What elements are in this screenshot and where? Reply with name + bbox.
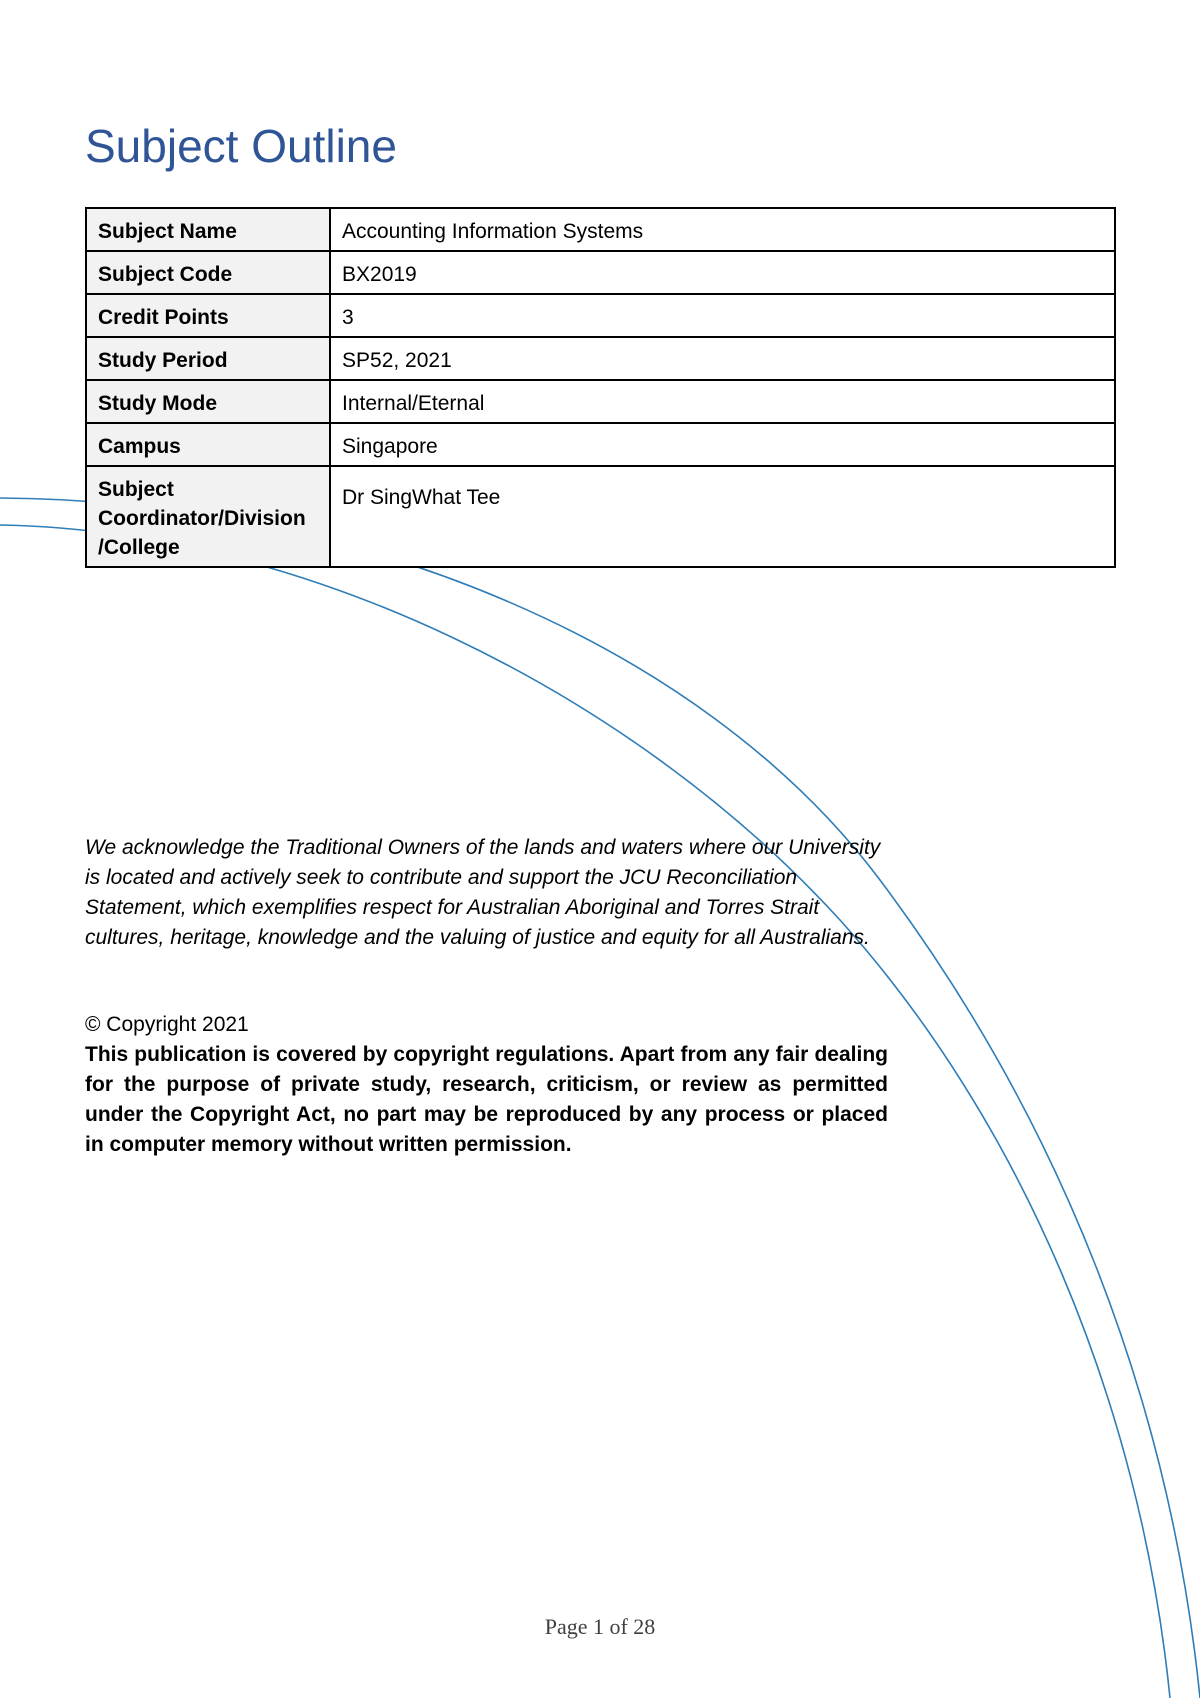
row-label: Subject Name xyxy=(86,208,330,251)
row-value: Singapore xyxy=(330,423,1115,466)
row-label: Campus xyxy=(86,423,330,466)
row-value: Internal/Eternal xyxy=(330,380,1115,423)
row-value: 3 xyxy=(330,294,1115,337)
page-number: Page 1 of 28 xyxy=(544,1614,656,1639)
row-label: Subject Code xyxy=(86,251,330,294)
row-label: Study Period xyxy=(86,337,330,380)
subject-info-table xyxy=(85,207,1116,568)
copyright-title: © Copyright 2021 xyxy=(85,1013,249,1036)
copyright-section xyxy=(85,1010,888,1160)
row-label: Subject Coordinator/Division /College xyxy=(86,466,330,567)
row-value: BX2019 xyxy=(330,251,1115,294)
table-row xyxy=(86,208,1115,251)
table-row xyxy=(86,380,1115,423)
row-label: Credit Points xyxy=(86,294,330,337)
copyright-body: This publication is covered by copyright regulations. Apart from any fair dealing for the purpose of private study, research, criticism, or review as permitted under the Copyright Act, no part may be reproduced by any process or placed in computer memory without written permission. xyxy=(85,1043,888,1156)
table-row xyxy=(86,466,1115,567)
acknowledgement-text: We acknowledge the Traditional Owners of the lands and waters where our University is located and actively seek to contribute and support the JCU Reconciliation Statement, which exemplifies respect for Australian Aboriginal and Torres Strait cultures, heritage, knowledge and the valuing of justice and equity for all Australians. xyxy=(85,836,881,949)
page-title: Subject Outline xyxy=(85,120,397,172)
row-value: Accounting Information Systems xyxy=(330,208,1115,251)
table-row xyxy=(86,294,1115,337)
row-value: SP52, 2021 xyxy=(330,337,1115,380)
row-label: Study Mode xyxy=(86,380,330,423)
table-row xyxy=(86,337,1115,380)
row-value: Dr SingWhat Tee xyxy=(330,466,1115,567)
table-row xyxy=(86,423,1115,466)
table-row xyxy=(86,251,1115,294)
